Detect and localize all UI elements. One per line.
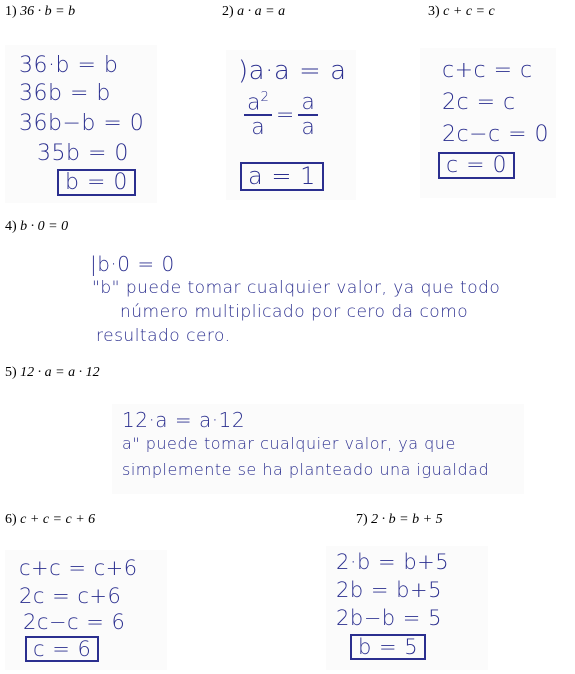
work-line: 2c = c [442,90,516,115]
fraction-step: $\frac{a^2}{a}$ = $\frac{a}{a}$ [244,90,318,140]
work-line: resultado cero. [96,326,231,346]
problem-7-work [326,546,488,670]
problem-4-work [86,248,564,356]
work-line: "b" puede tomar cualquier valor, ya que todo [92,278,501,298]
problem-2-statement: 2) a · a = a [222,4,286,19]
work-line: )a·a = a [238,56,347,86]
work-line: 2·b = b+5 [336,550,450,574]
answer-box: b = 0 [57,169,136,196]
work-line: |b·0 = 0 [90,252,175,276]
problem-6-work [5,550,167,670]
problem-1-work [5,45,157,203]
problem-5-statement: 5) 12 · a = a · 12 [5,365,100,380]
problem-2-work [226,50,356,200]
work-line: 35b = 0 [37,141,129,166]
problem-5-work [112,404,524,494]
left-fraction: $\frac{a^2}{a}$ [244,91,272,141]
work-line: simplemente se ha planteado una igualdad [122,460,490,479]
work-line: 2b = b+5 [336,578,442,602]
work-line: 36·b = b [19,53,119,78]
work-line: 36b = b [19,81,111,106]
work-line: 2c−c = 0 [442,122,550,147]
work-line: a" puede tomar cualquier valor, ya que [122,434,456,453]
answer-box: c = 6 [25,636,99,662]
work-line: 2b−b = 5 [336,606,442,630]
answer-box: b = 5 [350,634,426,660]
work-line: c+c = c [442,58,533,83]
problem-7-statement: 7) 2 · b = b + 5 [356,512,443,527]
answer-box: c = 0 [438,152,515,179]
problem-4-statement: 4) b · 0 = 0 [5,219,69,234]
work-line: 2c = c+6 [19,584,122,608]
work-line: número multiplicado por cero da como [120,302,469,322]
right-fraction: $\frac{a}{a}$ [298,91,317,140]
problem-3-work [420,48,556,198]
problem-6-statement: 6) c + c = c + 6 [5,512,96,527]
work-line: 2c−c = 6 [23,610,126,634]
problem-1-statement: 1) 36 · b = b [5,4,76,19]
answer-box: a = 1 [240,162,324,191]
work-line: 12·a = a·12 [122,408,246,432]
work-line: 36b−b = 0 [19,111,145,136]
work-line: c+c = c+6 [19,556,138,580]
problem-3-statement: 3) c + c = c [428,4,495,19]
